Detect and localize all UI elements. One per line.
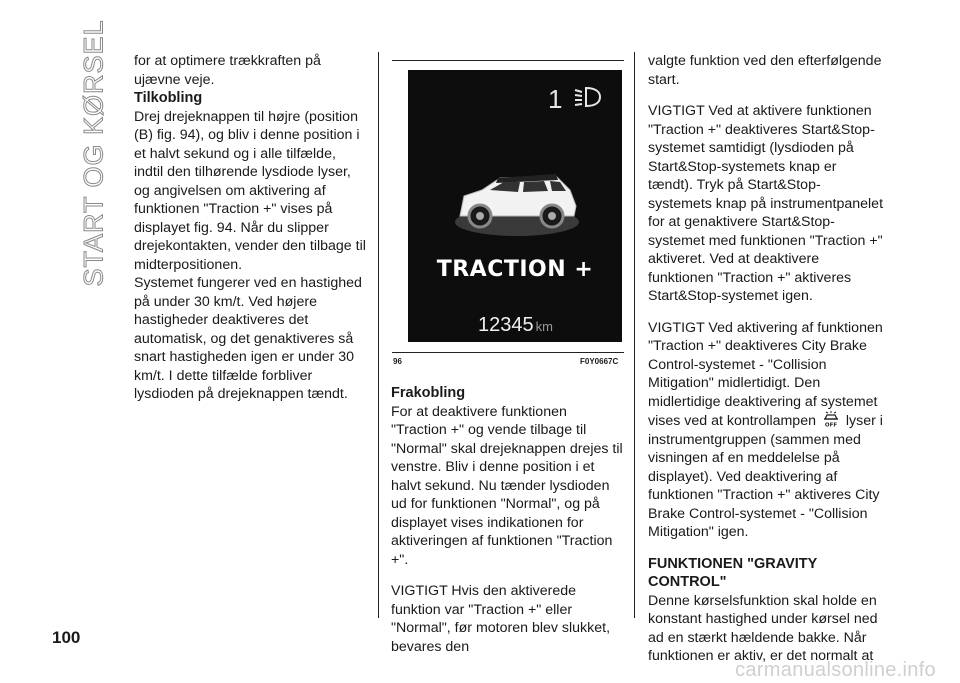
heading-tilkobling: Tilkobling <box>134 90 203 106</box>
spacer <box>648 306 884 319</box>
paragraph: VIGTIGT Ved at aktivere funktionen "Traction +" deaktiveres Start&Stop-systemet samtidigt (lysdioden på Start&Stop-systemets knap er tændt). Tryk på Start&Stop-systemets knap på instrumentpanelet for at genaktivere Start&Stop-systemet med funktionen "Traction +" aktiveret. Ved at deaktivere funktionen "Traction +" aktiveres Start&Stop-systemet igen. <box>648 103 884 304</box>
spacer <box>648 89 884 102</box>
watermark: carmanualsonline.info <box>735 659 936 681</box>
paragraph: Denne kørselsfunktion skal holde en konstant hastighed under kørsel ned ad en stærkt hældende bakke. Når funktionen er aktiv, er det normalt at <box>648 592 878 664</box>
column-3 <box>648 52 884 666</box>
figure-caption-rule <box>392 352 624 353</box>
column-divider-left <box>378 52 379 618</box>
headlight-icon <box>572 82 604 112</box>
odometer-value: 12345 <box>478 314 534 336</box>
section-side-title <box>78 19 109 287</box>
gear-indicator: 1 <box>548 84 563 114</box>
section-side-title-text: START OG KØRSEL <box>78 19 109 287</box>
paragraph: valgte funktion ved den efterfølgende start. <box>648 53 882 88</box>
column-divider-right <box>634 52 635 618</box>
car-image <box>452 156 582 242</box>
traction-mode-label: TRACTION + <box>436 257 594 282</box>
paragraph <box>648 319 884 542</box>
city-brake-off-icon <box>822 411 840 427</box>
column-2 <box>391 384 623 656</box>
column-1 <box>134 52 366 404</box>
spacer <box>391 569 623 582</box>
paragraph: Drej drejeknappen til højre (position (B) fig. 94), og bliv i denne position i et halvt sekund og i alle tilfælde, indtil den tilhørende lysdiode lyser, og angivelsen om aktivering af funktionen "Traction +" vises på displayet fig. 94. Når du slipper drejekontakten, vender den tilbage til midterpositionen. <box>134 108 366 273</box>
paragraph: for at optimere trækkraften på ujævne veje. <box>134 53 321 88</box>
svg-text:OFF: OFF <box>824 422 838 427</box>
paragraph: For at deaktivere funktionen "Traction +" og vende tilbage til "Normal" skal drejeknappen drejes til venstre. Bliv i denne position i et halvt sekund. Nu tænder lysdioden ud for funktionen "Normal", og på displayet vises indikationen for aktiveringen af funktionen "Traction +". <box>391 403 623 568</box>
spacer <box>648 542 884 555</box>
heading-frakobling: Frakobling <box>391 385 466 401</box>
paragraph-part: lyser i instrumentgruppen (sammen med visningen af en meddelelse på displayet). Ved deaktivering af funktionen "Traction +" aktiveres City Brake Control-systemet - "Collision Mitigation" igen. <box>648 413 883 540</box>
odometer-readout <box>478 314 553 337</box>
figure-top-rule <box>392 60 624 61</box>
heading-gravity-control: FUNKTIONEN "GRAVITY CONTROL" <box>648 555 818 590</box>
figure-number: 96 <box>393 357 402 366</box>
page-number: 100 <box>52 628 81 647</box>
paragraph: Systemet fungerer ved en hastighed på under 30 km/t. Ved højere hastigheder deaktiveres det automatisk, og det genaktiveres så snart hastigheden igen er under 30 km/t. I dette tilfælde forbliver lysdioden på drejeknappen tændt. <box>134 275 362 402</box>
odometer-unit: km <box>535 319 553 334</box>
paragraph: VIGTIGT Hvis den aktiverede funktion var "Traction +" eller "Normal", før motoren blev slukket, bevares den <box>391 583 611 655</box>
figure-code: F0Y0667C <box>580 357 619 366</box>
dashboard-display-figure <box>408 70 622 342</box>
paragraph-part: VIGTIGT Ved aktivering af funktionen "Traction +" deaktiveres City Brake Control-systemet - "Collision Mitigation" midlertidigt. Den midlertidige deaktivering af systemet vises ved at kontrollampen <box>648 319 883 429</box>
